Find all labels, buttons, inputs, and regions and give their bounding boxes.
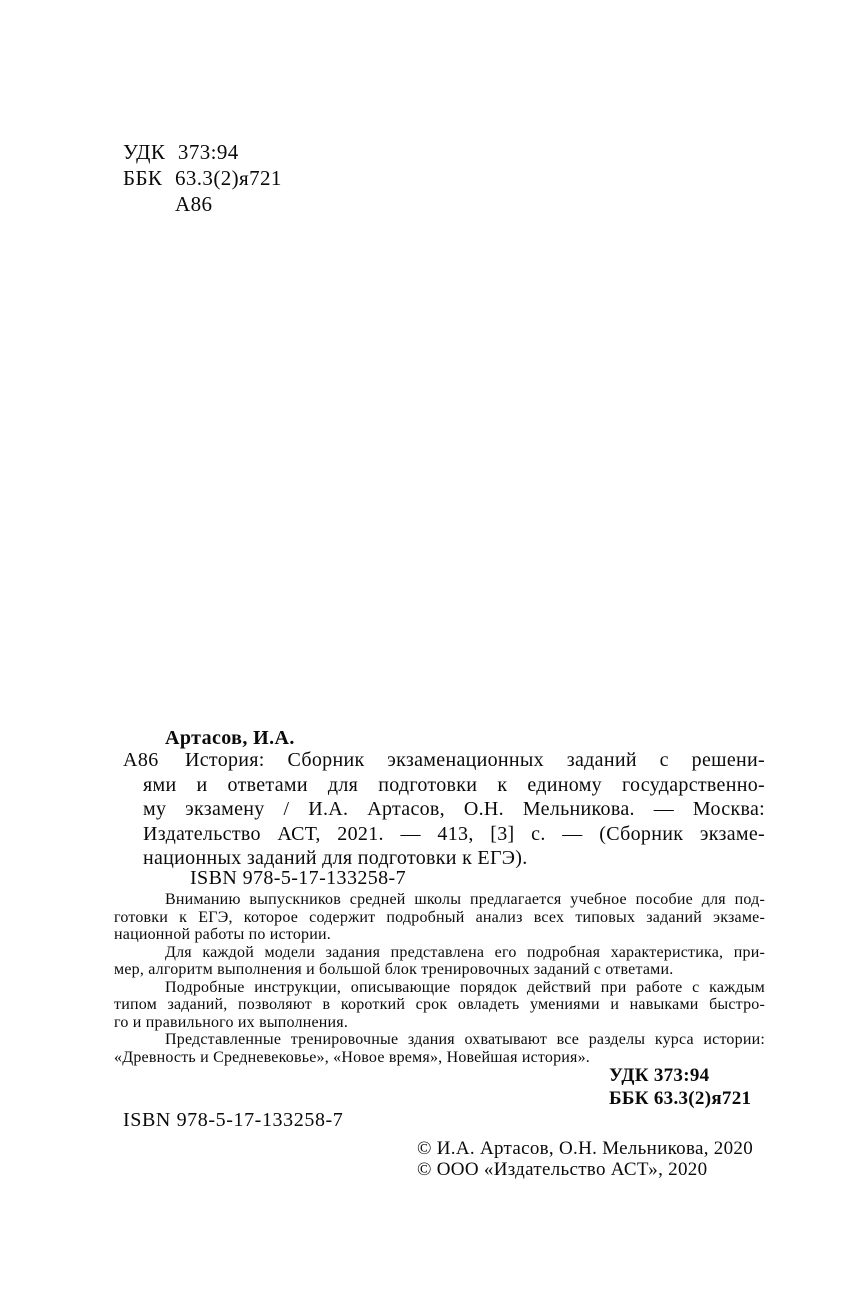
author-sign-code: А86 <box>175 192 213 216</box>
annotation-line: Представленные тренировочные здания охватывают все разделы курса истории: <box>165 1031 765 1048</box>
biblio-line: ями и ответами для подготовки к единому государственно- <box>143 773 765 796</box>
isbn-biblio: ISBN 978-5-17-133258-7 <box>190 867 407 889</box>
annotation-line: национной работы по истории. <box>114 926 331 943</box>
annotation-line: Вниманию выпускников средней школы предлагается учебное пособие для под- <box>165 891 765 908</box>
biblio-line: му экзамену / И.А. Артасов, О.Н. Мельникова. — Москва: <box>143 798 765 820</box>
annotation-paragraph <box>114 944 765 979</box>
bbk-code: ББК 63.3(2)я721 <box>123 166 282 190</box>
copyright-publisher: © ООО «Издательство АСТ», 2020 <box>417 1158 708 1180</box>
annotation-paragraph <box>114 891 765 944</box>
copyright-block <box>417 1139 753 1180</box>
annotation-block <box>114 891 765 1066</box>
annotation-paragraph <box>114 1031 765 1066</box>
annotation-line: мер, алгоритм выполнения и большой блок тренировочных заданий с ответами. <box>114 961 674 978</box>
biblio-line: История: Сборник экзаменационных заданий с решени- <box>185 749 765 771</box>
udk-code-bottom: УДК 373:94 <box>609 1065 710 1086</box>
annotation-line: Подробные инструкции, описывающие порядок действий при работе с каждым <box>165 978 765 996</box>
bottom-classification-block <box>609 1064 751 1110</box>
isbn-bottom: ISBN 978-5-17-133258-7 <box>123 1109 344 1131</box>
biblio-line: национных заданий для подготовки к ЕГЭ). <box>143 847 528 869</box>
copyright-authors: © И.А. Артасов, О.Н. Мельникова, 2020 <box>417 1138 753 1159</box>
annotation-paragraph <box>114 979 765 1032</box>
top-classification-block <box>123 139 282 217</box>
author-heading: Артасов, И.А. <box>165 727 295 749</box>
annotation-line: готовки к ЕГЭ, которое содержит подробный анализ всех типовых заданий экзаме- <box>114 908 765 926</box>
annotation-line: го и правильного их выполнения. <box>114 1013 349 1031</box>
udk-code: УДК 373:94 <box>123 140 239 164</box>
annotation-line: типом заданий, позволяют в короткий срок овладеть умениями и навыками быстро- <box>114 996 765 1013</box>
annotation-line: Для каждой модели задания представлена его подробная характеристика, при- <box>165 943 765 961</box>
biblio-line: Издательство АСТ, 2021. — 413, [3] с. — (Сборник экзаме- <box>143 822 765 845</box>
annotation-line: «Древность и Средневековье», «Новое время», Новейшая история». <box>114 1048 590 1066</box>
biblio-author-code: А86 <box>123 749 159 771</box>
bbk-code-bottom: ББК 63.3(2)я721 <box>609 1088 752 1109</box>
bibliographic-description <box>143 748 765 871</box>
